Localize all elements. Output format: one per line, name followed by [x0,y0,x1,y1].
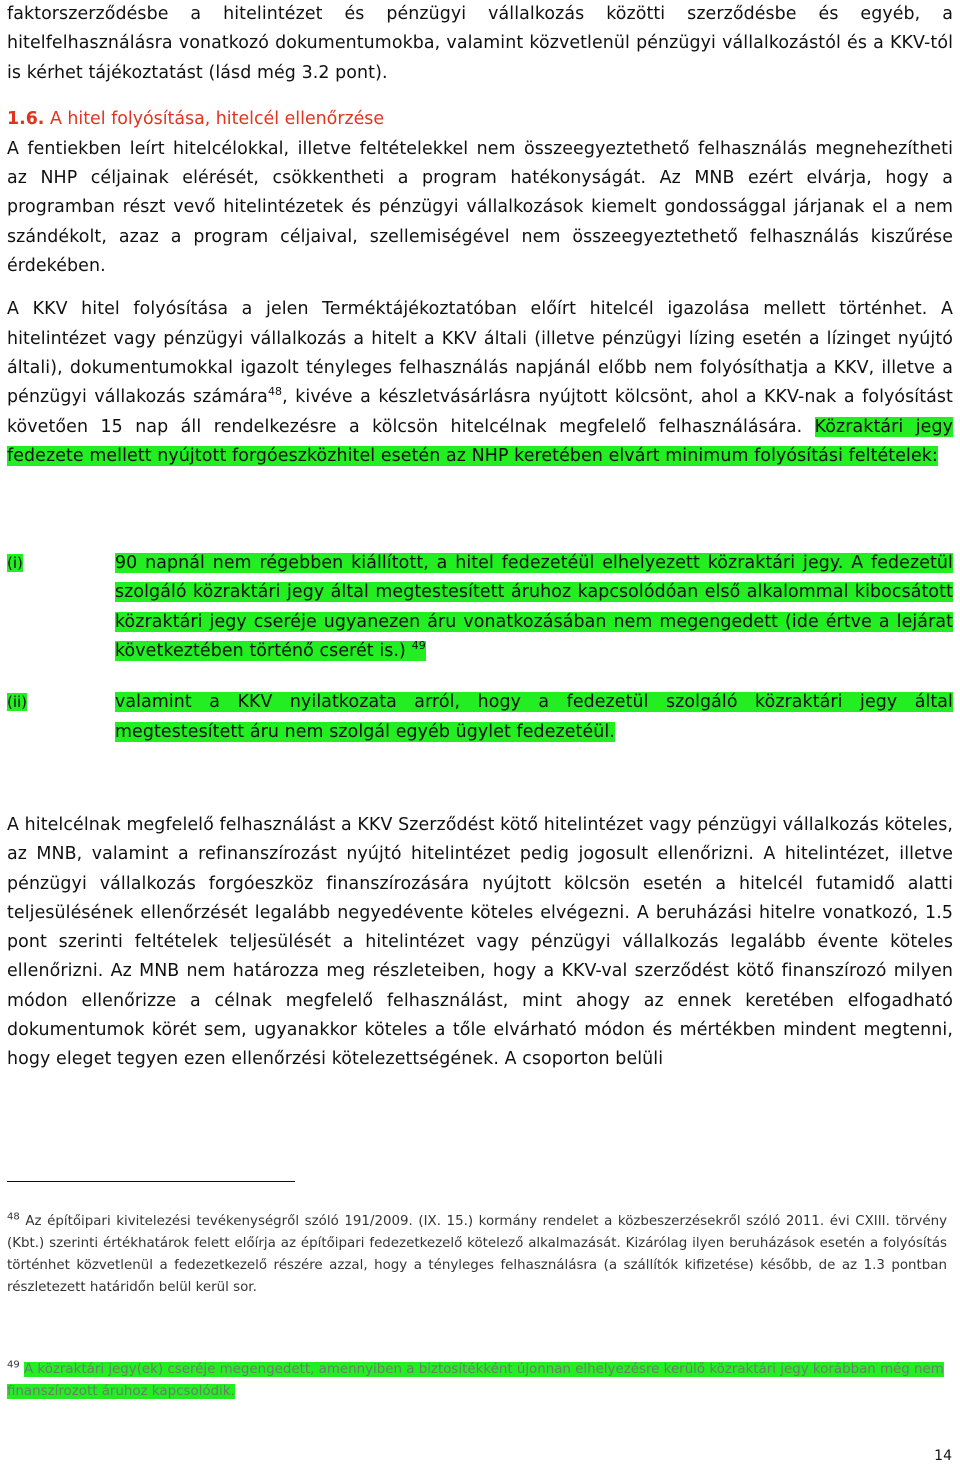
condition-item [7,688,953,747]
section-heading [7,105,953,134]
document-page [7,0,953,1075]
section-title: A hitel folyósítása, hitelcél ellenőrzése [49,108,385,129]
footnote-ref-49[interactable]: 49 [411,639,426,653]
paragraph-verification: A hitelcélnak megfelelő felhasználást a KKV Szerződést kötő hitelintézet vagy pénzügyi vállalkozás köteles, az MNB, valamint a refinanszírozást nyújtó hitelintézet pedig jogosult ellenőrizni. A hitelintézet, illetve pénzügyi vállalkozás forgóeszköz finanszírozására nyújtott kölcsön esetén a hitelcél futamidő alatti teljesülésének ellenőrzését legalább negyedévente köteles elvégezni. A beruházási hitelre vonatkozó, 1.5 pont szerinti feltételek teljesülését a hitelintézet vagy pénzügyi vállalkozás legalább évente köteles ellenőrizni. Az MNB nem határozza meg részleteiben, hogy a KKV-val szerződést kötő finanszírozó milyen módon ellenőrizze a célnak megfelelő felhasználást, mint ahogy az ennek keretében elfogadható dokumentumok körét sem, ugyanakkor köteles a tőle elvárható módon és mértékben mindent megtenni, hogy eleget tegyen ezen ellenőrzési kötelezettségének. A csoporton belüli [7,814,953,1070]
footnote-48 [7,1211,947,1299]
paragraph-intro: faktorszerződésbe a hitelintézet és pénzügyi vállalkozás közötti szerződésbe és egyéb, a hitelfelhasználásra vonatkozó dokumentumokba, valamint közvetlenül pénzügyi vállalkozástól és a KKV-tól is kérhet tájékoztatást (lásd még 3.2 pont). [7,4,953,83]
paragraph-disbursement [7,295,953,471]
footnote-separator [7,1181,295,1182]
footnote-text: Az építőipari kivitelezési tevékenységről szóló 191/2009. (IX. 15.) kormány rendelet a közbeszerzésekről szóló 2011. évi CXIII. törvény (Kbt.) szerinti értékhatárok felett előírja az építőipari fedezetkezelő kötelező alkalmazását. Kizárólag ilyen beruházások esetén a folyósítás történhet közvetlenül a fedezetkezelő részére azzal, hogy a tényleges felhasználásra (a szállítók kifizetése) később, de az 1.3 pontban részletezett határidőn belül kerül sor. [7,1214,947,1295]
highlighted-conditions-intro: Közraktári jegy fedezete mellett nyújtott forgóeszközhitel esetén az NHP keretében elvárt minimum folyósítási feltételek: [7,416,953,466]
footnote-number: 49 [7,1359,20,1371]
conditions-list [7,549,953,747]
section-number: 1.6. [7,108,45,129]
condition-text: valamint a KKV nyilatkozata arról, hogy a fedezetül szolgáló közraktári jegy által megtestesített áru nem szolgál egyéb ügylet fedezetéül. [115,692,953,742]
footnote-ref-48[interactable]: 48 [267,385,283,399]
condition-item [7,549,953,666]
condition-text: 90 napnál nem régebben kiállított, a hitel fedezetéül elhelyezett közraktári jegy. A fedezetül szolgáló közraktári jegy által megtestesített áruhoz kapcsolódóan első alkalommal kibocsátott közraktári jegy cseréje ugyanezen áru vonatkozásában nem megengedett (ide értve a lejárat következtében történő cserét is.) $^{49}$ [115,553,953,662]
paragraph-purpose: A fentiekben leírt hitelcélokkal, illetve feltételekkel nem összeegyeztethető felhasználás megnehezítheti az NHP céljainak elérését, csökkentheti a program hatékonyságát. Az MNB ezért elvárja, hogy a programban részt vevő hitelintézetek és pénzügyi vállalkozások kiemelt gondossággal járjanak el a nem szándékolt, azaz a program céljaival, szellemiségével nem összeegyeztethető felhasználás kiszűrése érdekében. [7,138,953,277]
condition-marker: (ii) [7,693,28,712]
footnote-49 [7,1359,947,1403]
page-number: 14 [934,1448,952,1464]
footnote-text: A közraktári jegy(ek) cseréje megengedett, amennyiben a biztosítékként újonnan elhelyezésre kerülő közraktári jegy korábban még nem finanszírozott áruhoz kapcsolódik. [7,1362,944,1399]
disbursement-text-2: , kivéve a készletvásárlásra nyújtott kölcsönt, ahol a KKV-nak a folyósítást követően 15 nap áll rendelkezésre a kölcsön hitelcélnak megfelelő felhasználására. [7,387,953,437]
condition-marker: (i) [7,554,23,573]
footnote-number: 48 [7,1211,20,1223]
disbursement-text-1: A KKV hitel folyósítása a jelen Terméktájékoztatóban előírt hitelcél igazolása mellett történhet. A hitelintézet vagy pénzügyi vállalkozás a hitelt a KKV általi (illetve pénzügyi lízing esetén a lízinget nyújtó általi), dokumentumokkal igazolt tényleges felhasználás napjánál előbb nem folyósíthatja a KKV, illetve a pénzügyi vállakozás számára [7,299,953,408]
